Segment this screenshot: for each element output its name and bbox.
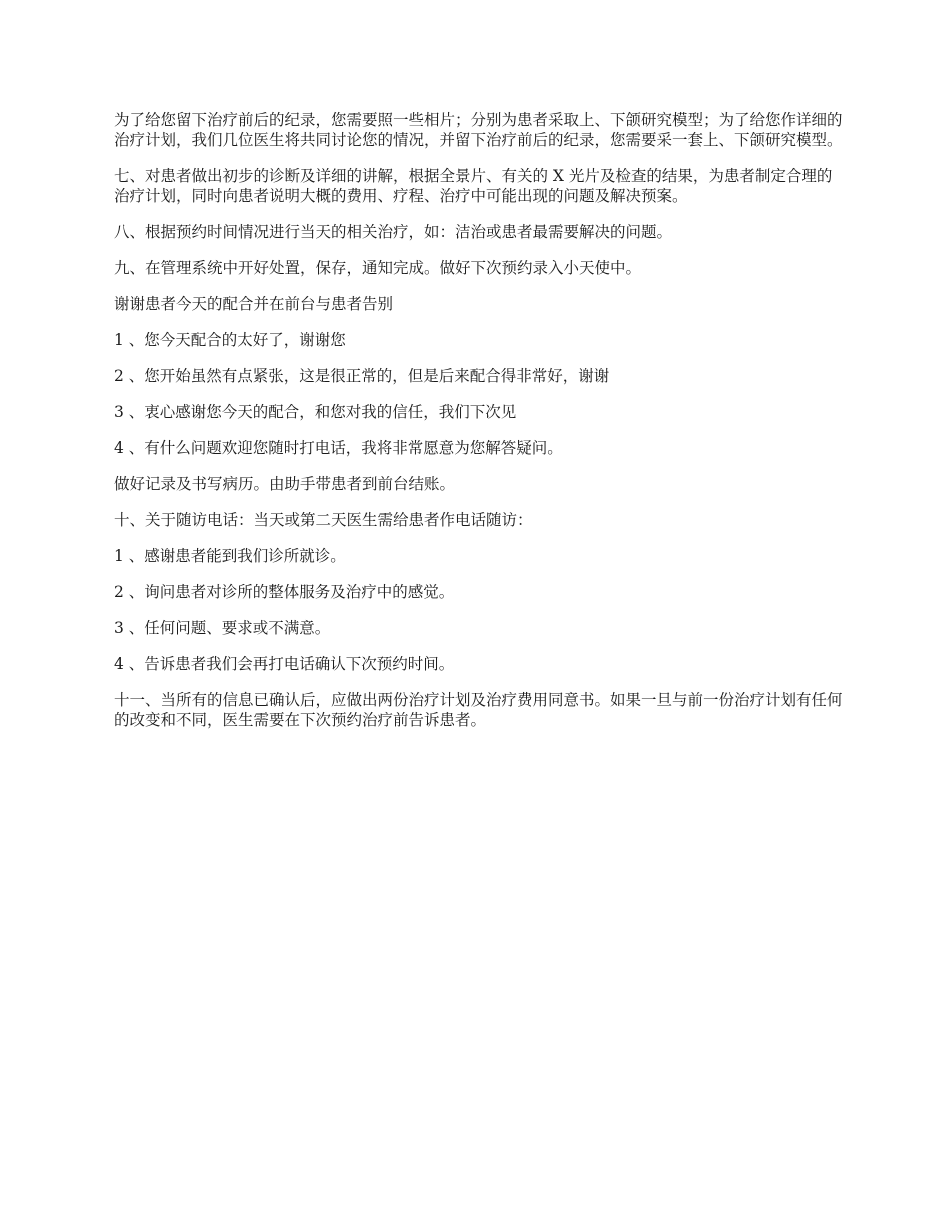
list-item-farewell-4: 4 、有什么问题欢迎您随时打电话，我将非常愿意为您解答疑问。 bbox=[114, 439, 563, 457]
paragraph-section-7: 七、对患者做出初步的诊断及详细的讲解，根据全景片、有关的 X 光片及检查的结果，为患者制定合理的治疗计划，同时向患者说明大概的费用、疗程、治疗中可能出现的问题及解决预案。 bbox=[114, 167, 833, 205]
paragraph-section-11: 十一、当所有的信息已确认后，应做出两份治疗计划及治疗费用同意书。如果一旦与前一份治疗计划有任何的改变和不同，医生需要在下次预约治疗前告诉患者。 bbox=[114, 691, 843, 729]
list-item-farewell-1: 1 、您今天配合的太好了，谢谢您 bbox=[114, 331, 346, 349]
list-item-followup-3: 3 、任何问题、要求或不满意。 bbox=[114, 619, 331, 637]
paragraph-section-9: 九、在管理系统中开好处置，保存，通知完成。做好下次预约录入小天使中。 bbox=[114, 259, 642, 277]
paragraph-section-10: 十、关于随访电话：当天或第二天医生需给患者作电话随访： bbox=[114, 511, 533, 529]
list-item-followup-4: 4 、告诉患者我们会再打电话确认下次预约时间。 bbox=[114, 655, 455, 673]
paragraph-photo-records: 为了给您留下治疗前后的纪录，您需要照一些相片；分别为患者采取上、下颌研究模型；为了给您作详细的治疗计划，我们几位医生将共同讨论您的情况，并留下治疗前后的纪录，您需要采一套上、下颌研究模型。 bbox=[114, 111, 843, 149]
paragraph-records-checkout: 做好记录及书写病历。由助手带患者到前台结账。 bbox=[114, 475, 456, 493]
list-item-farewell-3: 3 、衷心感谢您今天的配合，和您对我的信任，我们下次见 bbox=[114, 403, 517, 421]
list-item-followup-2: 2 、询问患者对诊所的整体服务及治疗中的感觉。 bbox=[114, 583, 455, 601]
paragraph-farewell-heading: 谢谢患者今天的配合并在前台与患者告别 bbox=[114, 295, 394, 313]
list-item-followup-1: 1 、感谢患者能到我们诊所就诊。 bbox=[114, 547, 346, 565]
list-item-farewell-2: 2 、您开始虽然有点紧张，这是很正常的，但是后来配合得非常好，谢谢 bbox=[114, 367, 610, 385]
paragraph-section-8: 八、根据预约时间情况进行当天的相关治疗，如：洁治或患者最需要解决的问题。 bbox=[114, 223, 673, 241]
document-body bbox=[114, 110, 844, 746]
